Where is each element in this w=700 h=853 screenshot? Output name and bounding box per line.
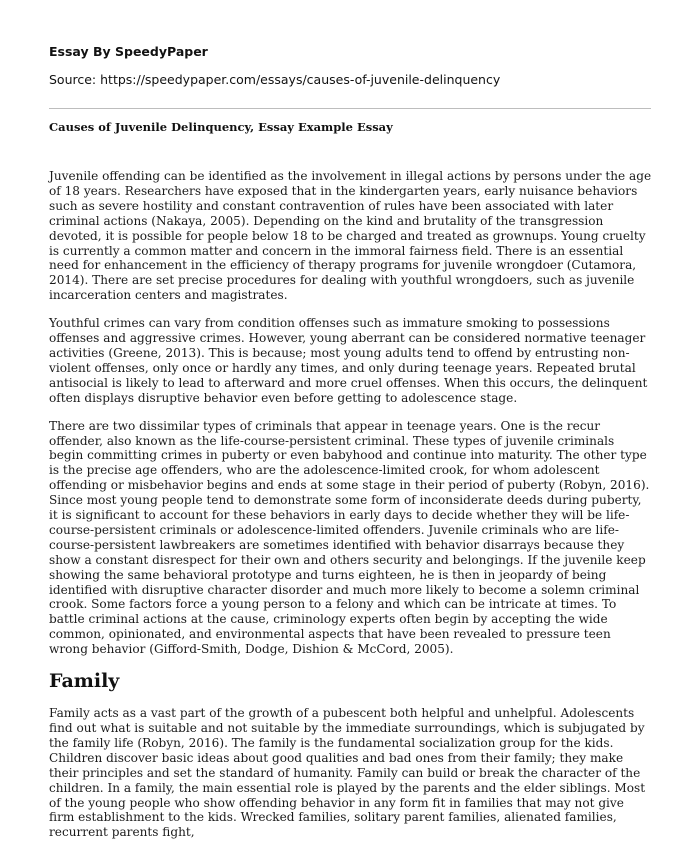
paragraph: Family acts as a vast part of the growth of a pubescent both helpful and unhelpful. Adolescents find out what is suitable and not suitable by the immediate surroundings, which is subjugated by the family life (Robyn, 2016). The family is the fundamental socialization group for the kids. Children discover basic ideas about good qualities and bad ones from their family; they make their principles and set the standard of humanity. Family can build or break the character of the children. In a family, the main essential role is played by the parents and the elder siblings. Most of the young people who show offending behavior in any form fit in families that may not give firm establishment to the kids. Wrecked families, solitary parent families, alienated families, recurrent parents fight, bbox=[49, 706, 646, 840]
paragraph: Youthful crimes can vary from condition offenses such as immature smoking to possessions offenses and aggressive crimes. However, young aberrant can be considered normative teenager activities (Greene, 2013). This is because; most young adults tend to offend by entrusting non-violent offenses, only once or hardly any times, and only during teenage years. Repeated brutal antisocial is likely to lead to afterward and more cruel offenses. When this occurs, the delinquent often displays disruptive behavior even before getting to adolescence stage. bbox=[49, 316, 648, 405]
paragraph: Juvenile offending can be identified as the involvement in illegal actions by persons under the age of 18 years. Researchers have exposed that in the kindergarten years, early nuisance behaviors such as severe hostility and constant contravention of rules have been associated with later criminal actions (Nakaya, 2005). Depending on the kind and brutality of the transgression devoted, it is possible for people below 18 to be charged and treated as grownups. Young cruelty is currently a common matter and concern in the immoral fairness field. There is an essential need for enhancement in the efficiency of therapy programs for juvenile wrongdoer (Cutamora, 2014). There are set precise procedures for dealing with youthful wrongdoers, such as juvenile incarceration centers and magistrates. bbox=[49, 169, 652, 303]
source-line: Source: https://speedypaper.com/essays/causes-of-juvenile-delinquency bbox=[49, 72, 501, 87]
brand-title: Essay By SpeedyPaper bbox=[49, 44, 208, 59]
section-heading: Family bbox=[49, 670, 120, 693]
divider bbox=[49, 108, 651, 109]
essay-body bbox=[49, 169, 652, 853]
paragraph: There are two dissimilar types of criminals that appear in teenage years. One is the recur offender, also known as the life-course-persistent criminal. These types of juvenile criminals begin committing crimes in puberty or even babyhood and continue into maturity. The other type is the precise age offenders, who are the adolescence-limited crook, for whom adolescent offending or misbehavior begins and ends at some stage in their period of puberty (Robyn, 2016). Since most young people tend to demonstrate some form of inconsiderate deeds during puberty, it is significant to account for these behaviors in early days to decide whether they will be life-course-persistent criminals or adolescence-limited offenders. Juvenile criminals who are life-course-persistent lawbreakers are sometimes identified with behavior disarrays because they show a constant disrespect for their own and others security and belongings. If the juvenile keep showing the same behavioral prototype and turns eighteen, he is then in jeopardy of being identified with disruptive character disorder and much more likely to become a solemn criminal crook. Some factors force a young person to a felony and which can be intricate at times. To battle criminal actions at the cause, criminology experts often begin by accepting the wide common, opinionated, and environmental aspects that have been revealed to pressure teen wrong behavior (Gifford-Smith, Dodge, Dishion & McCord, 2005). bbox=[49, 418, 650, 657]
essay-title: Causes of Juvenile Delinquency, Essay Example Essay bbox=[49, 120, 393, 134]
